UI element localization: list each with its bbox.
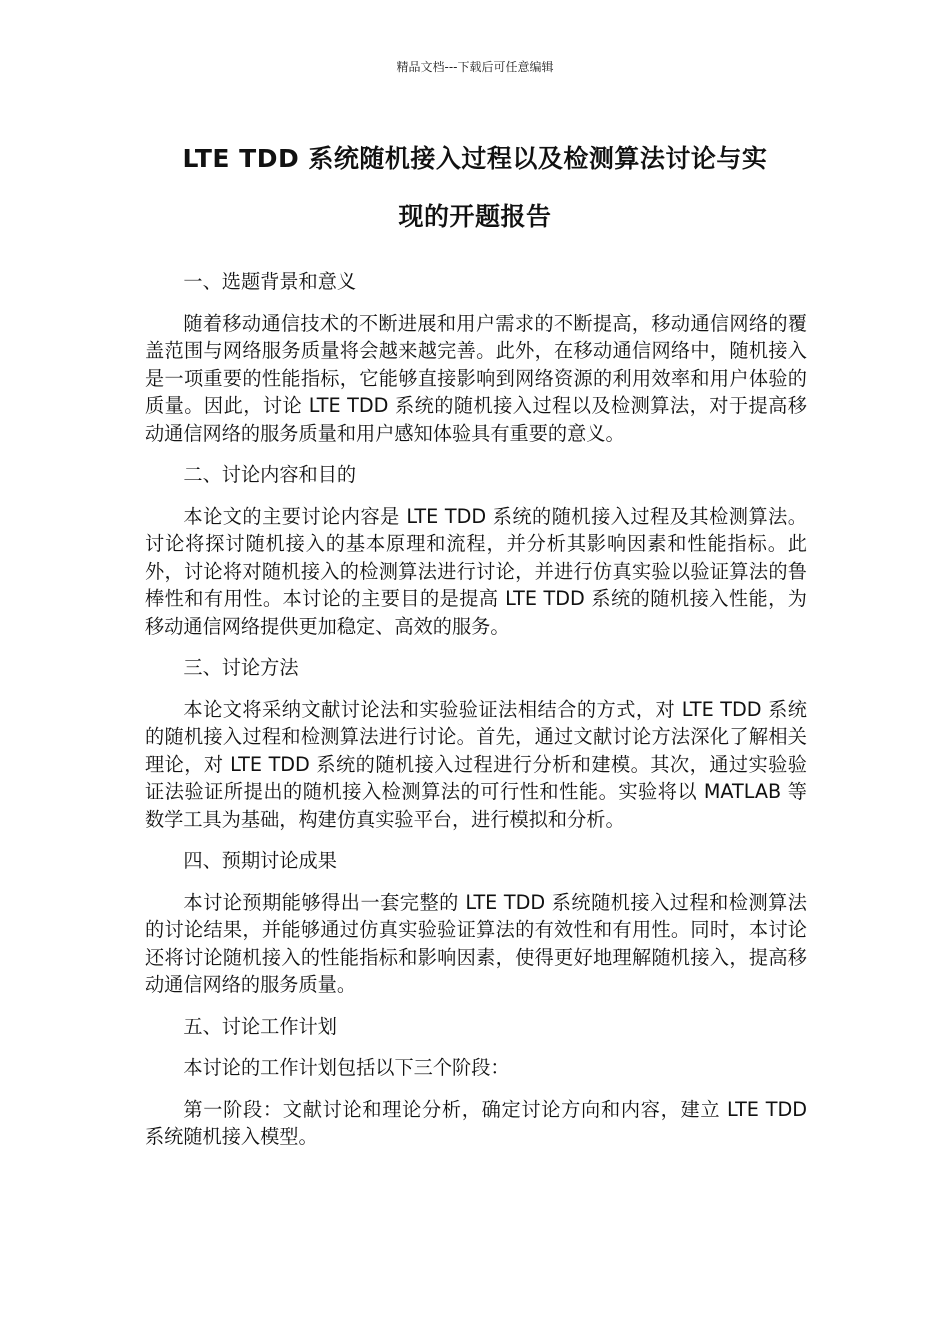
section-heading: 五、讨论工作计划 xyxy=(183,1014,337,1038)
title-line-1: LTE TDD 系统随机接入过程以及检测算法讨论与实 xyxy=(182,144,768,173)
body-paragraph: 本论文将采纳文献讨论法和实验验证法相结合的方式，对 LTE TDD 系统的随机接入过程和检测算法进行讨论。首先，通过文献讨论方法深化了解相关理论，对 LTE TDD 系统的随机接入过程进行分析和建模。其次，通过实验验证法验证所提出的随机接入检测算法的可行性和性能。实验将以 MATLAB 等数学工具为基础，构建仿真实验平台，进行模拟和分析。 xyxy=(145,697,807,831)
section-heading: 四、预期讨论成果 xyxy=(183,849,337,872)
section-heading: 三、讨论方法 xyxy=(183,656,299,679)
title-line-2: 现的开题报告 xyxy=(398,202,552,231)
body-paragraph: 随着移动通信技术的不断进展和用户需求的不断提高，移动通信网络的覆盖范围与网络服务质量将会越来越完善。此外，在移动通信网络中，随机接入是一项重要的性能指标，它能够直接影响到网络资源的利用效率和用户体验的质量。因此，讨论 LTE TDD 系统的随机接入过程以及检测算法，对于提高移动通信网络的服务质量和用户感知体验具有重要的意义。 xyxy=(145,311,807,445)
document-body xyxy=(145,268,807,1165)
body-paragraph: 第一阶段：文献讨论和理论分析，确定讨论方向和内容，建立 LTE TDD 系统随机接入模型。 xyxy=(145,1097,807,1148)
section-heading: 一、选题背景和意义 xyxy=(183,270,357,293)
header-note: 精品文档---下载后可任意编辑 xyxy=(396,60,554,74)
body-paragraph: 本讨论预期能够得出一套完整的 LTE TDD 系统随机接入过程和检测算法的讨论结果，并能够通过仿真实验验证算法的有效性和有用性。同时，本讨论还将讨论随机接入的性能指标和影响因素，使得更好地理解随机接入，提高移动通信网络的服务质量。 xyxy=(145,890,807,996)
section-heading: 二、讨论内容和目的 xyxy=(183,463,357,486)
body-paragraph: 本论文的主要讨论内容是 LTE TDD 系统的随机接入过程及其检测算法。讨论将探讨随机接入的基本原理和流程，并分析其影响因素和性能指标。此外，讨论将对随机接入的检测算法进行讨论，并进行仿真实验以验证算法的鲁棒性和有用性。本讨论的主要目的是提高 LTE TDD 系统的随机接入性能，为移动通信网络提供更加稳定、高效的服务。 xyxy=(145,504,807,638)
page-title xyxy=(130,130,820,246)
body-paragraph: 本讨论的工作计划包括以下三个阶段： xyxy=(183,1056,510,1079)
